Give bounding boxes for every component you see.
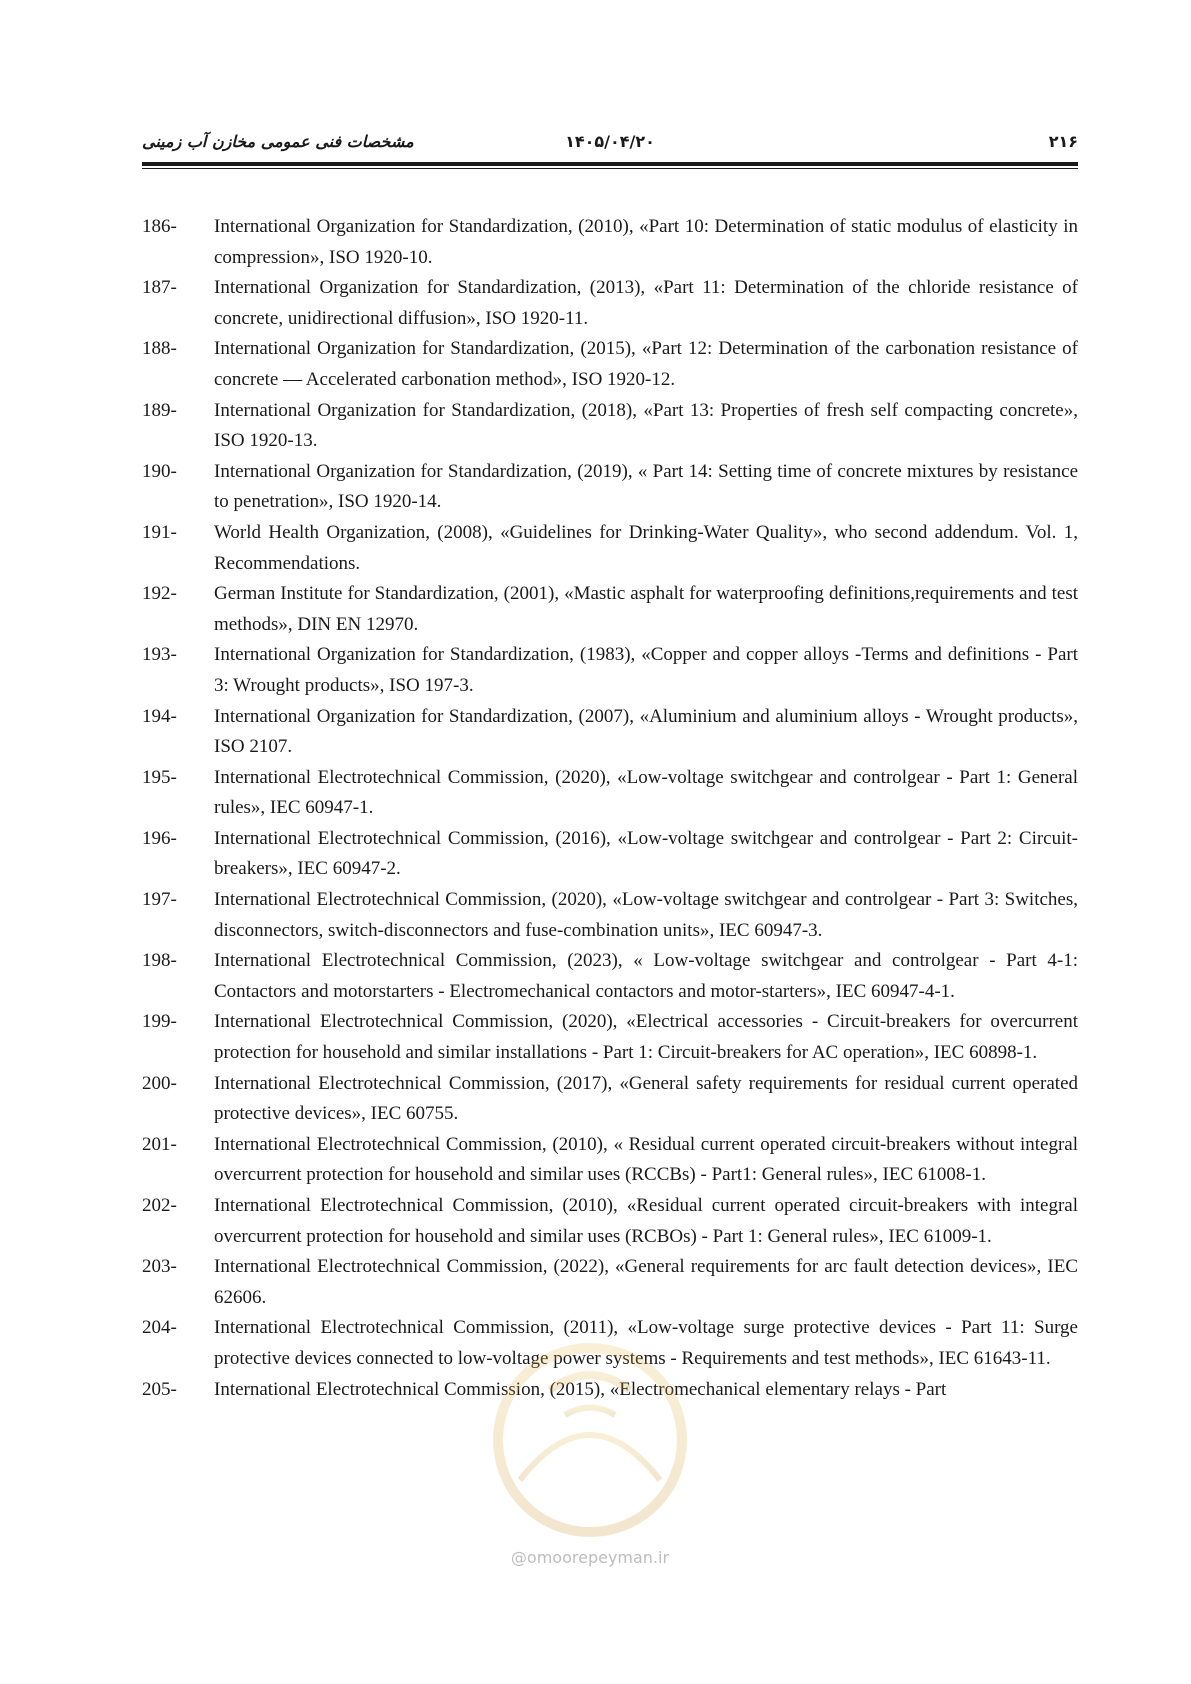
reference-item: [142, 885, 1078, 946]
header-rule-thin: [142, 168, 1078, 169]
reference-number: 201-: [142, 1133, 177, 1155]
reference-item: [142, 1069, 1078, 1130]
reference-number: 193-: [142, 644, 177, 666]
document-date: ۱۴۰۵/۰۴/۲۰: [565, 132, 655, 151]
reference-list: [142, 212, 1078, 1405]
reference-text: International Organization for Standardization, (2018), «Part 13: Properties of fresh self compacting concrete», ISO 1920-13.: [214, 399, 1078, 452]
reference-text: German Institute for Standardization, (2001), «Mastic asphalt for waterproofing definitions,requirements and test methods», DIN EN 12970.: [214, 583, 1078, 635]
reference-item: [142, 640, 1078, 701]
reference-item: [142, 579, 1078, 640]
reference-item: [142, 334, 1078, 395]
reference-number: 189-: [142, 399, 177, 421]
reference-text: International Organization for Standardization, (2015), «Part 12: Determination of the carbonation resistance of concrete — Accelerated carbonation method», ISO 1920-12.: [214, 338, 1078, 390]
reference-item: [142, 396, 1078, 457]
reference-item: [142, 1252, 1078, 1313]
reference-text: International Organization for Standardization, (2019), « Part 14: Setting time of concrete mixtures by resistance to penetration», ISO 1920-14.: [214, 460, 1078, 513]
watermark-text: @omoorepeyman.ir: [510, 1548, 670, 1567]
reference-item: [142, 763, 1078, 824]
reference-number: 186-: [142, 216, 177, 237]
reference-text: World Health Organization, (2008), «Guidelines for Drinking-Water Quality», who second addendum. Vol. 1, Recommendations.: [214, 521, 1078, 574]
reference-number: 199-: [142, 1011, 177, 1033]
reference-item: [142, 273, 1078, 334]
reference-number: 203-: [142, 1256, 177, 1278]
reference-item: [142, 824, 1078, 885]
document-title: مشخصات فنی عمومی مخازن آب زمینی: [142, 132, 414, 151]
reference-text: International Electrotechnical Commission, (2020), «Low-voltage switchgear and controlgear - Part 1: General rules», IEC 60947-1.: [214, 766, 1078, 819]
reference-text: International Organization for Standardization, (2007), «Aluminium and aluminium alloys - Wrought products», ISO 2107.: [214, 705, 1078, 758]
page-number: ۲۱۶: [1048, 132, 1078, 151]
reference-item: [142, 518, 1078, 579]
reference-number: 198-: [142, 950, 177, 972]
reference-text: International Electrotechnical Commission, (2015), «Electromechanical elementary relays - Part: [214, 1378, 947, 1400]
reference-number: 190-: [142, 460, 177, 482]
reference-item: [142, 1313, 1078, 1374]
reference-text: International Organization for Standardization, (2010), «Part 10: Determination of static modulus of elasticity in compression», ISO 1920-10.: [214, 216, 1078, 268]
reference-item: [142, 212, 1078, 273]
reference-number: 202-: [142, 1195, 177, 1216]
reference-text: International Electrotechnical Commission, (2020), «Electrical accessories - Circuit-breakers for overcurrent protection for household and similar installations - Part 1: Circuit-breakers for AC operation», IEC 60898-1.: [214, 1011, 1078, 1064]
reference-number: 195-: [142, 766, 177, 788]
reference-number: 205-: [142, 1378, 177, 1400]
reference-item: [142, 1007, 1078, 1068]
reference-item: [142, 946, 1078, 1007]
reference-number: 194-: [142, 705, 177, 727]
reference-text: International Electrotechnical Commission, (2022), «General requirements for arc fault detection devices», IEC 62606.: [214, 1256, 1078, 1308]
reference-text: International Electrotechnical Commission, (2020), «Low-voltage switchgear and controlgear - Part 3: Switches, disconnectors, switch-disconnectors and fuse-combination units», IEC 60947-3.: [214, 889, 1078, 941]
reference-text: International Electrotechnical Commission, (2017), «General safety requirements for residual current operated protective devices», IEC 60755.: [214, 1072, 1078, 1125]
reference-text: International Electrotechnical Commission, (2010), «Residual current operated circuit-breakers with integral overcurrent protection for household and similar uses (RCBOs) - Part 1: General rules», IEC 61009-1.: [214, 1195, 1078, 1247]
reference-text: International Electrotechnical Commission, (2023), « Low-voltage switchgear and controlgear - Part 4-1: Contactors and motorstarters - Electromechanical contactors and motor-starters», IEC 60947-4-1.: [214, 950, 1078, 1002]
reference-item: [142, 1375, 1078, 1406]
reference-number: 191-: [142, 521, 177, 543]
reference-number: 200-: [142, 1072, 177, 1094]
reference-item: [142, 702, 1078, 763]
reference-text: International Electrotechnical Commission, (2016), «Low-voltage switchgear and controlgear - Part 2: Circuit-breakers», IEC 60947-2.: [214, 827, 1078, 880]
reference-text: International Organization for Standardization, (2013), «Part 11: Determination of the chloride resistance of concrete, unidirectional diffusion», ISO 1920-11.: [214, 277, 1078, 329]
header-rule-thick: [142, 162, 1078, 166]
reference-number: 192-: [142, 583, 177, 605]
reference-item: [142, 1130, 1078, 1191]
reference-text: International Electrotechnical Commission, (2010), « Residual current operated circuit-breakers without integral overcurrent protection for household and similar uses (RCCBs) - Part1: General rules», IEC 61008-1.: [214, 1133, 1078, 1186]
reference-text: International Organization for Standardization, (1983), «Copper and copper alloys -Terms and definitions - Part 3: Wrought products», ISO 197-3.: [214, 644, 1078, 696]
page-header: [142, 126, 1078, 162]
reference-number: 187-: [142, 277, 177, 299]
reference-number: 188-: [142, 338, 177, 360]
reference-item: [142, 1191, 1078, 1252]
reference-number: 197-: [142, 889, 177, 911]
reference-number: 196-: [142, 827, 177, 849]
reference-number: 204-: [142, 1317, 177, 1339]
reference-text: International Electrotechnical Commission, (2011), «Low-voltage surge protective devices - Part 11: Surge protective devices connected to low-voltage power systems - Requirements and test methods», IEC 61643-11.: [214, 1317, 1078, 1369]
reference-item: [142, 457, 1078, 518]
